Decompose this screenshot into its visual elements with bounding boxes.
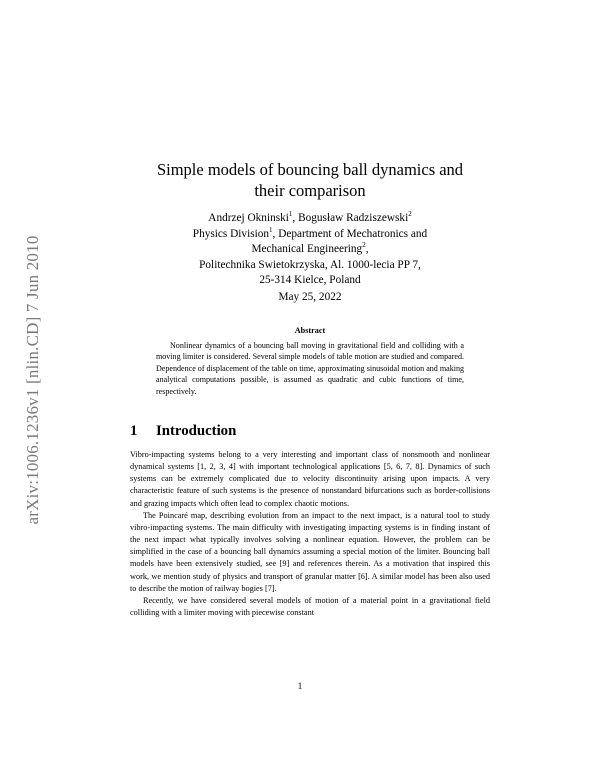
affiliation-line-4: 25-314 Kielce, Poland bbox=[259, 274, 361, 286]
affiliation-2: Mechanical Engineering bbox=[251, 243, 363, 255]
title-line-1: Simple models of bouncing ball dynamics and bbox=[156, 160, 464, 179]
title-line-2: their comparison bbox=[254, 181, 366, 200]
paragraph-2: The Poincaré map, describing evolution from an impact to the next impact, is a natural tool to study vibro-impacting systems. The main difficulty with investigating impacting systems is in finding instant of the next impact what typically involves solving a nonlinear equation. However, the problem can be simplified in the case of a bouncing ball dynamics assuming a special motion of the limiter. Bouncing ball models have been extensively studied, see [9] and references therein. As a motivation that inspired this work, we mention study of physics and transport of granular matter [6]. A similar model has been also used to describe the motion of railway bogies [7]. bbox=[130, 510, 490, 593]
author-2: Bogusław Radziszewski bbox=[298, 212, 409, 224]
paragraph-1: Vibro-impacting systems belong to a very interesting and important class of nonsmooth and nonlinear dynamical systems [1, 2, 3, 4] with important technological applications [5, 6, 7, 8]. Dynamics of such systems can be extremely complicated due to velocity discontinuity arising upon impacts. A very characteristic feature of such systems is the presence of nonstandard bifurcations such as border-collisions and grazing impacts which often lead to complex chaotic motions. bbox=[130, 450, 490, 508]
paper-title bbox=[110, 159, 510, 201]
affiliation-1-sup: 1 bbox=[269, 225, 273, 234]
paper-date: May 25, 2022 bbox=[278, 291, 342, 303]
section-title: Introduction bbox=[156, 423, 237, 439]
abstract-heading: Abstract bbox=[294, 326, 326, 335]
arxiv-identifier: arXiv:1006.1236v1 [nlin.CD] 7 Jun 2010 bbox=[23, 235, 42, 525]
abstract-text: Nonlinear dynamics of a bouncing ball moving in gravitational field and colliding with a moving limiter is considered. Several simple models of table motion are studied and compared. Dependence of displacement of the table on time, approximating sinusoidal motion and making analytical computations possible, is assumed as quadratic and cubic functions of time, respectively. bbox=[156, 341, 464, 396]
author-names bbox=[130, 211, 490, 227]
author-1-sup: 1 bbox=[288, 210, 293, 219]
page-number: 1 bbox=[297, 681, 303, 691]
paragraph-3: Recently, we have considered several models of motion of a material point in a gravitational field colliding with a limiter moving with piecewise constant bbox=[130, 595, 490, 618]
affiliation-1b: , Department of Mechatronics and bbox=[272, 227, 428, 240]
author-1: Andrzej Okninski bbox=[208, 212, 289, 224]
affiliation-line-2 bbox=[130, 242, 490, 258]
affiliation-2-sup: 2 bbox=[362, 241, 366, 250]
abstract-body bbox=[156, 340, 464, 397]
affiliation-2-end: , bbox=[365, 243, 369, 255]
affiliation-line-3: Politechnika Swietokrzyska, Al. 1000-lecia PP 7, bbox=[199, 258, 421, 271]
author-2-sup: 2 bbox=[408, 210, 412, 219]
affiliation-1a: Physics Division bbox=[192, 227, 270, 240]
section-number: 1 bbox=[130, 423, 138, 439]
affiliation-line-1 bbox=[130, 227, 490, 243]
author-separator: , bbox=[292, 212, 299, 224]
section-body bbox=[130, 449, 490, 619]
arxiv-sidebar bbox=[18, 170, 48, 590]
section-heading bbox=[130, 423, 236, 440]
author-block bbox=[130, 211, 490, 289]
